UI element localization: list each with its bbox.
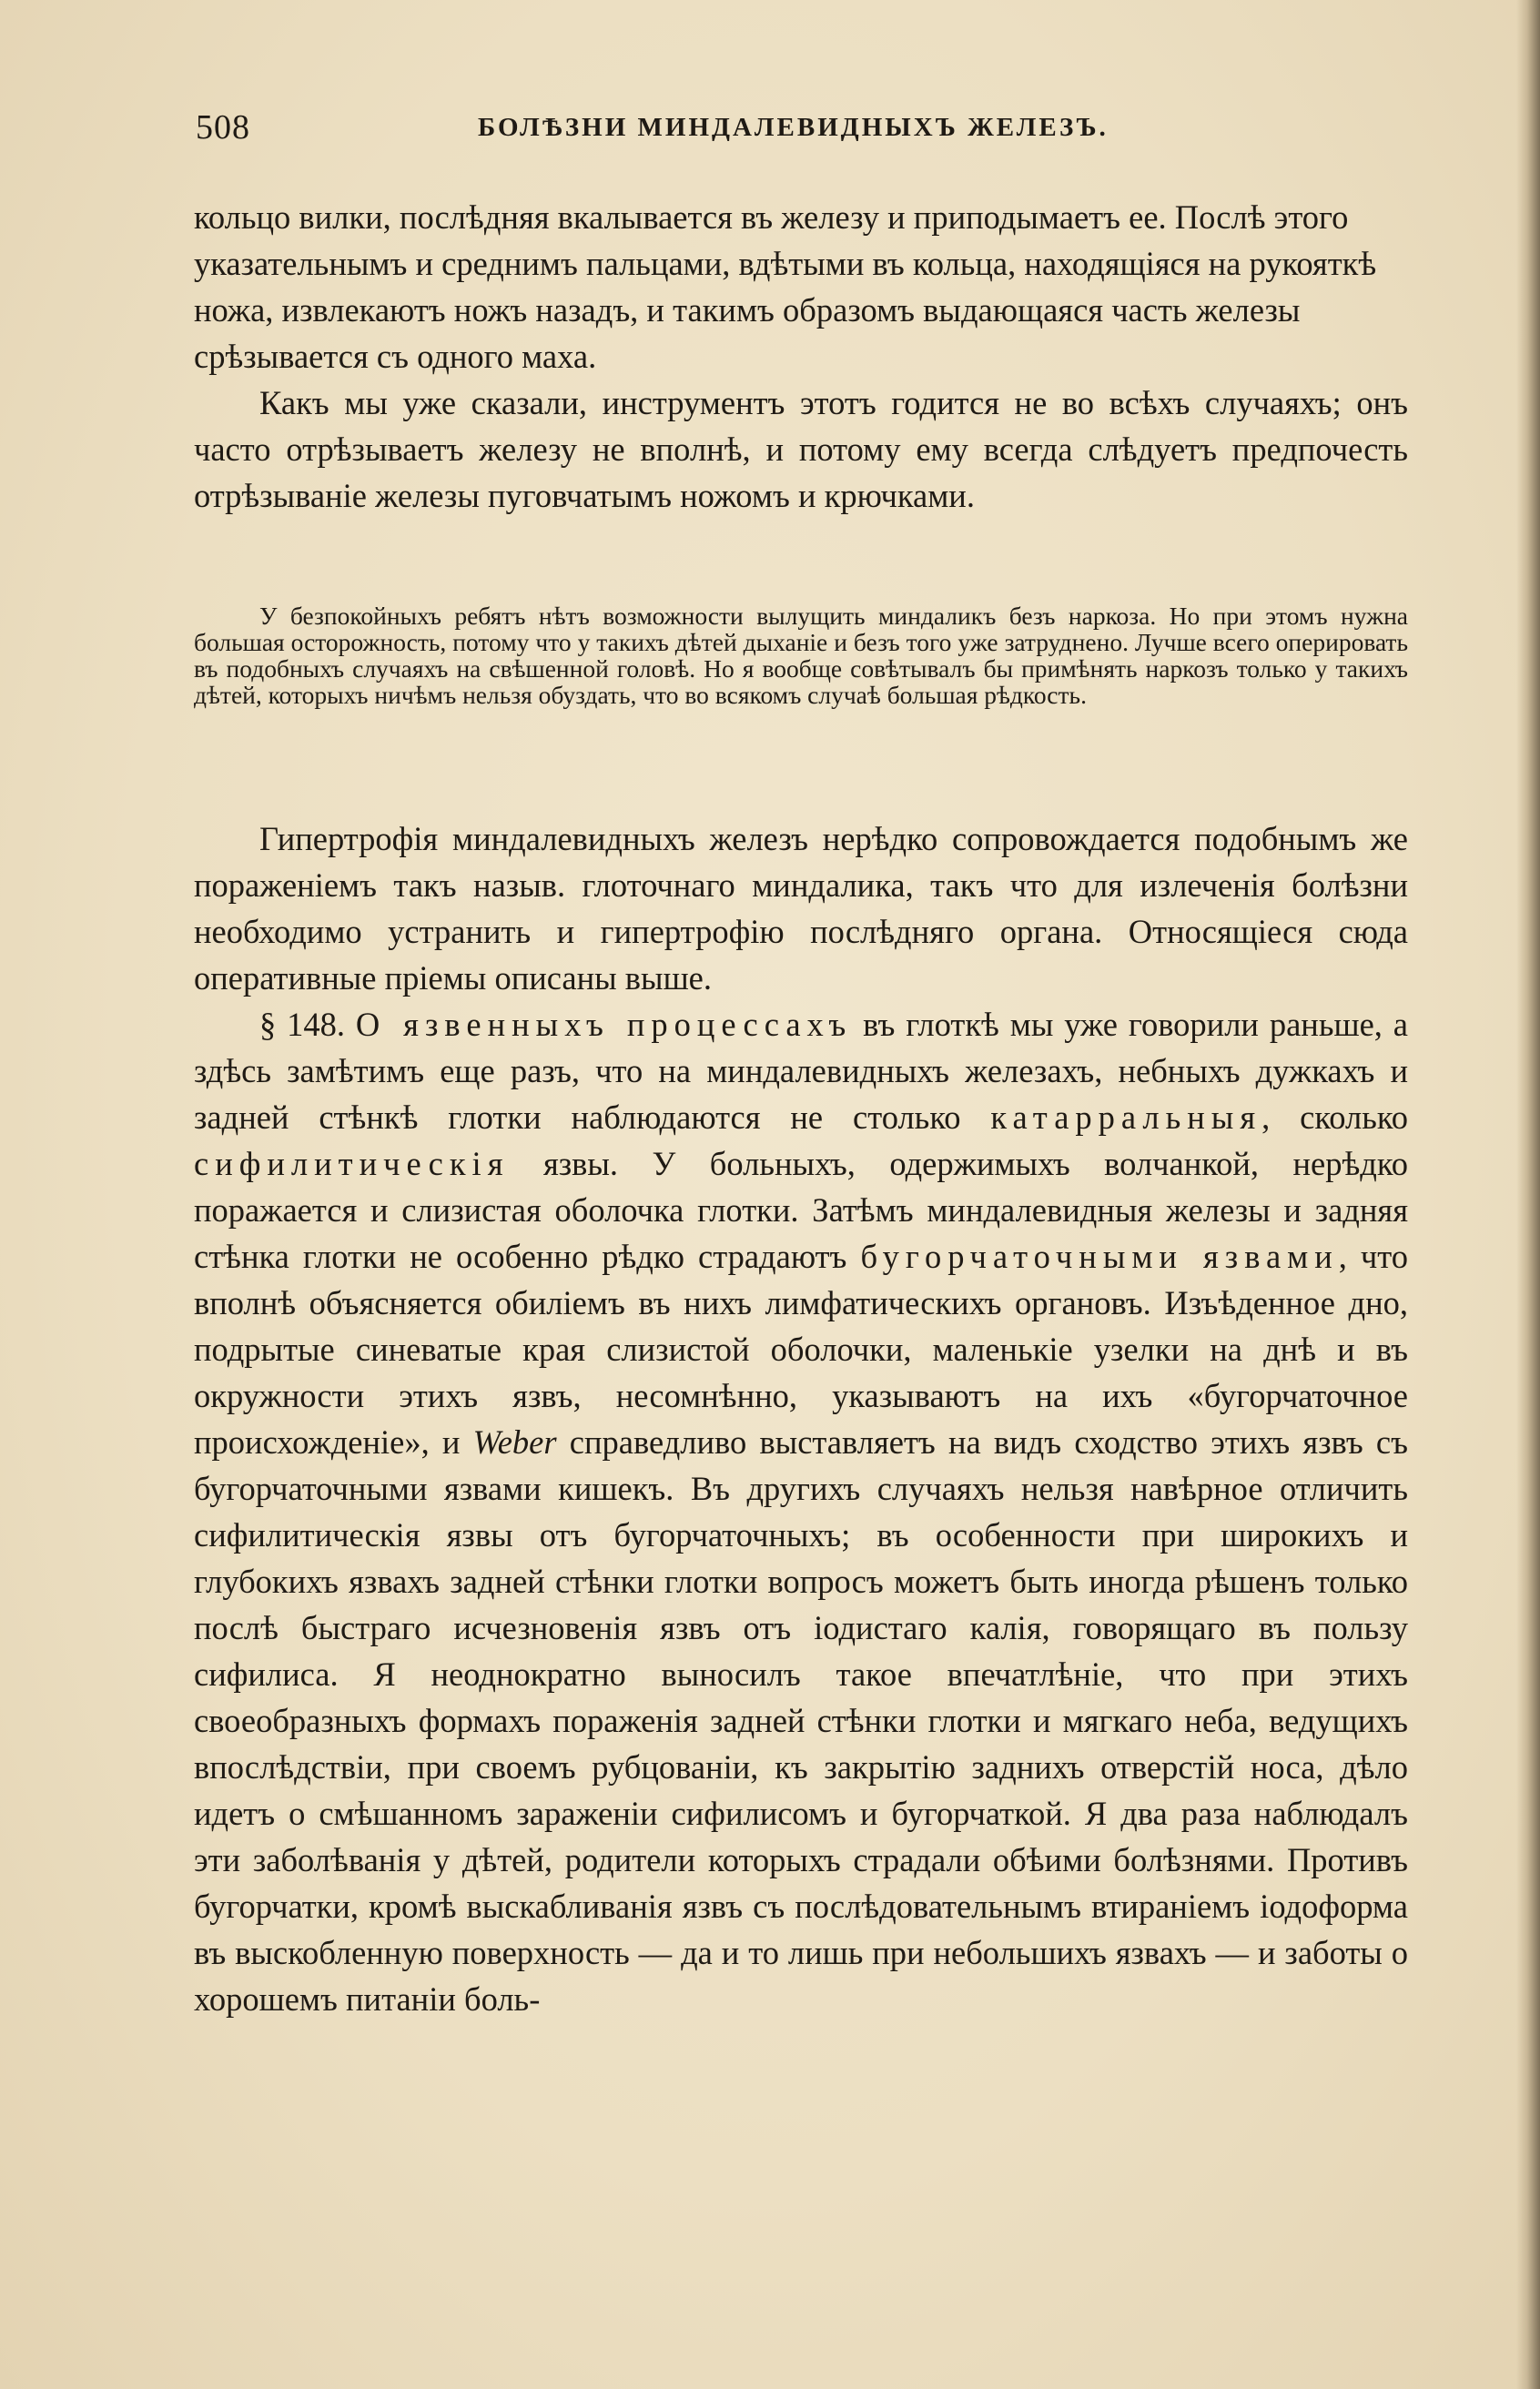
paragraph-4 xyxy=(194,1001,1408,2022)
page-edge-shadow xyxy=(1516,0,1540,2389)
page-number: 508 xyxy=(196,108,250,147)
author-name-weber: Weber xyxy=(472,1423,557,1461)
paragraph-4-text-d: , что вполнѣ объясняется обиліемъ въ нихъ лимфатическихъ органовъ. Изъѣденное дно, подрытые синеватые края слизистой оболочки, маленькіе узелки на днѣ и въ окружности этихъ язвъ, несомнѣнно, указываютъ на ихъ «бугорчаточное происхожденіе», и xyxy=(194,1238,1408,1461)
spaced-term-tubercular-ulcers: бугорчаточными язвами xyxy=(860,1238,1339,1275)
page-header xyxy=(196,107,1406,162)
main-text-top xyxy=(194,194,1408,519)
spaced-term-syphilitic: сифилитическія xyxy=(194,1145,510,1182)
paragraph-4-text-e: справедливо выставляетъ на видъ сходство этихъ язвъ съ бугорчаточными язвами кишекъ. Въ другихъ случаяхъ нельзя навѣрное отличить сифилитическія язвы отъ бугорчаточныхъ; въ особенности при широкихъ и глубокихъ язвахъ задней стѣнки глотки вопросъ можетъ быть иногда рѣшенъ только послѣ быстраго исчезновенія язвъ отъ іодистаго калія, говорящаго въ пользу сифилиса. Я неоднократно выносилъ такое впечатлѣніе, что при этихъ своеобразныхъ формахъ пораженія задней стѣнки глотки и мягкаго неба, ведущихъ впослѣдствіи, при своемъ рубцованіи, къ закрытію заднихъ отверстій носа, дѣло идетъ о смѣшанномъ зараженіи сифилисомъ и бугорчаткой. Я два раза наблюдалъ эти заболѣванія у дѣтей, родители которыхъ страдали обѣими болѣзнями. Противъ бугорчатки, кромѣ выскабливанія язвъ съ послѣдовательнымъ втираніемъ іодоформа въ выскобленную поверхность — да и то лишь при небольшихъ язвахъ — и заботы о хорошемъ питаніи боль- xyxy=(194,1423,1408,2018)
paragraph-4-text-a: въ глоткѣ мы уже говорили раньше, а здѣсь замѣтимъ еще разъ, что на миндалевидныхъ железахъ, небныхъ дужкахъ и задней стѣнкѣ глотки наблюдаются не столько xyxy=(194,1006,1409,1136)
paragraph-1: кольцо вилки, послѣдняя вкалывается въ железу и приподымаетъ ее. Послѣ этого указательнымъ и среднимъ пальцами, вдѣтыми въ кольца, находящіяся на рукояткѣ ножа, извлекаютъ ножъ назадъ, и такимъ образомъ выдающаяся часть железы срѣзывается съ одного маха. xyxy=(194,198,1377,375)
paragraph-2: Какъ мы уже сказали, инструментъ этотъ годится не во всѣхъ случаяхъ; онъ часто отрѣзываетъ железу не вполнѣ, и потому ему всегда слѣдуетъ предпочесть отрѣзываніе железы пуговчатымъ ножомъ и крючками. xyxy=(194,384,1408,514)
running-title: БОЛѢЗНИ МИНДАЛЕВИДНЫХЪ ЖЕЛЕЗЪ. xyxy=(478,113,1109,142)
paragraph-4-text-c: язвы. У больныхъ, одержимыхъ волчанкой, нерѣдко поражается и слизистая оболочка глотки. Затѣмъ миндалевидныя железы и задняя стѣнка глотки не особенно рѣдко страдаютъ xyxy=(194,1145,1408,1275)
footnote-text xyxy=(194,602,1408,708)
paragraph-4-text-b: , сколько xyxy=(1261,1098,1408,1136)
spaced-term-ulcer-processes: О язвенныхъ процессахъ xyxy=(355,1006,853,1043)
spaced-term-catarrhal: катарральныя xyxy=(990,1098,1262,1136)
paragraph-3: Гипертрофія миндалевидныхъ железъ нерѣдко сопровождается подобнымъ же пораженіемъ такъ назыв. глоточнаго миндалика, такъ что для излеченія болѣзни необходимо устранить и гипертрофію послѣдняго органа. Относящіеся сюда оперативные пріемы описаны выше. xyxy=(194,820,1408,997)
note-paragraph: У безпокойныхъ ребятъ нѣтъ возможности вылущить миндаликъ безъ наркоза. Но при этомъ нужна большая осторожность, потому что у такихъ дѣтей дыханіе и безъ того уже затруднено. Лучше всего оперировать въ подобныхъ случаяхъ на свѣшенной головѣ. Но я вообще совѣтывалъ бы примѣнять наркозъ только у такихъ дѣтей, которыхъ ничѣмъ нельзя обуздать, что во всякомъ случаѣ большая рѣдкость. xyxy=(194,602,1408,709)
main-text-bottom xyxy=(194,815,1408,2022)
section-mark: § 148. xyxy=(259,1006,356,1043)
